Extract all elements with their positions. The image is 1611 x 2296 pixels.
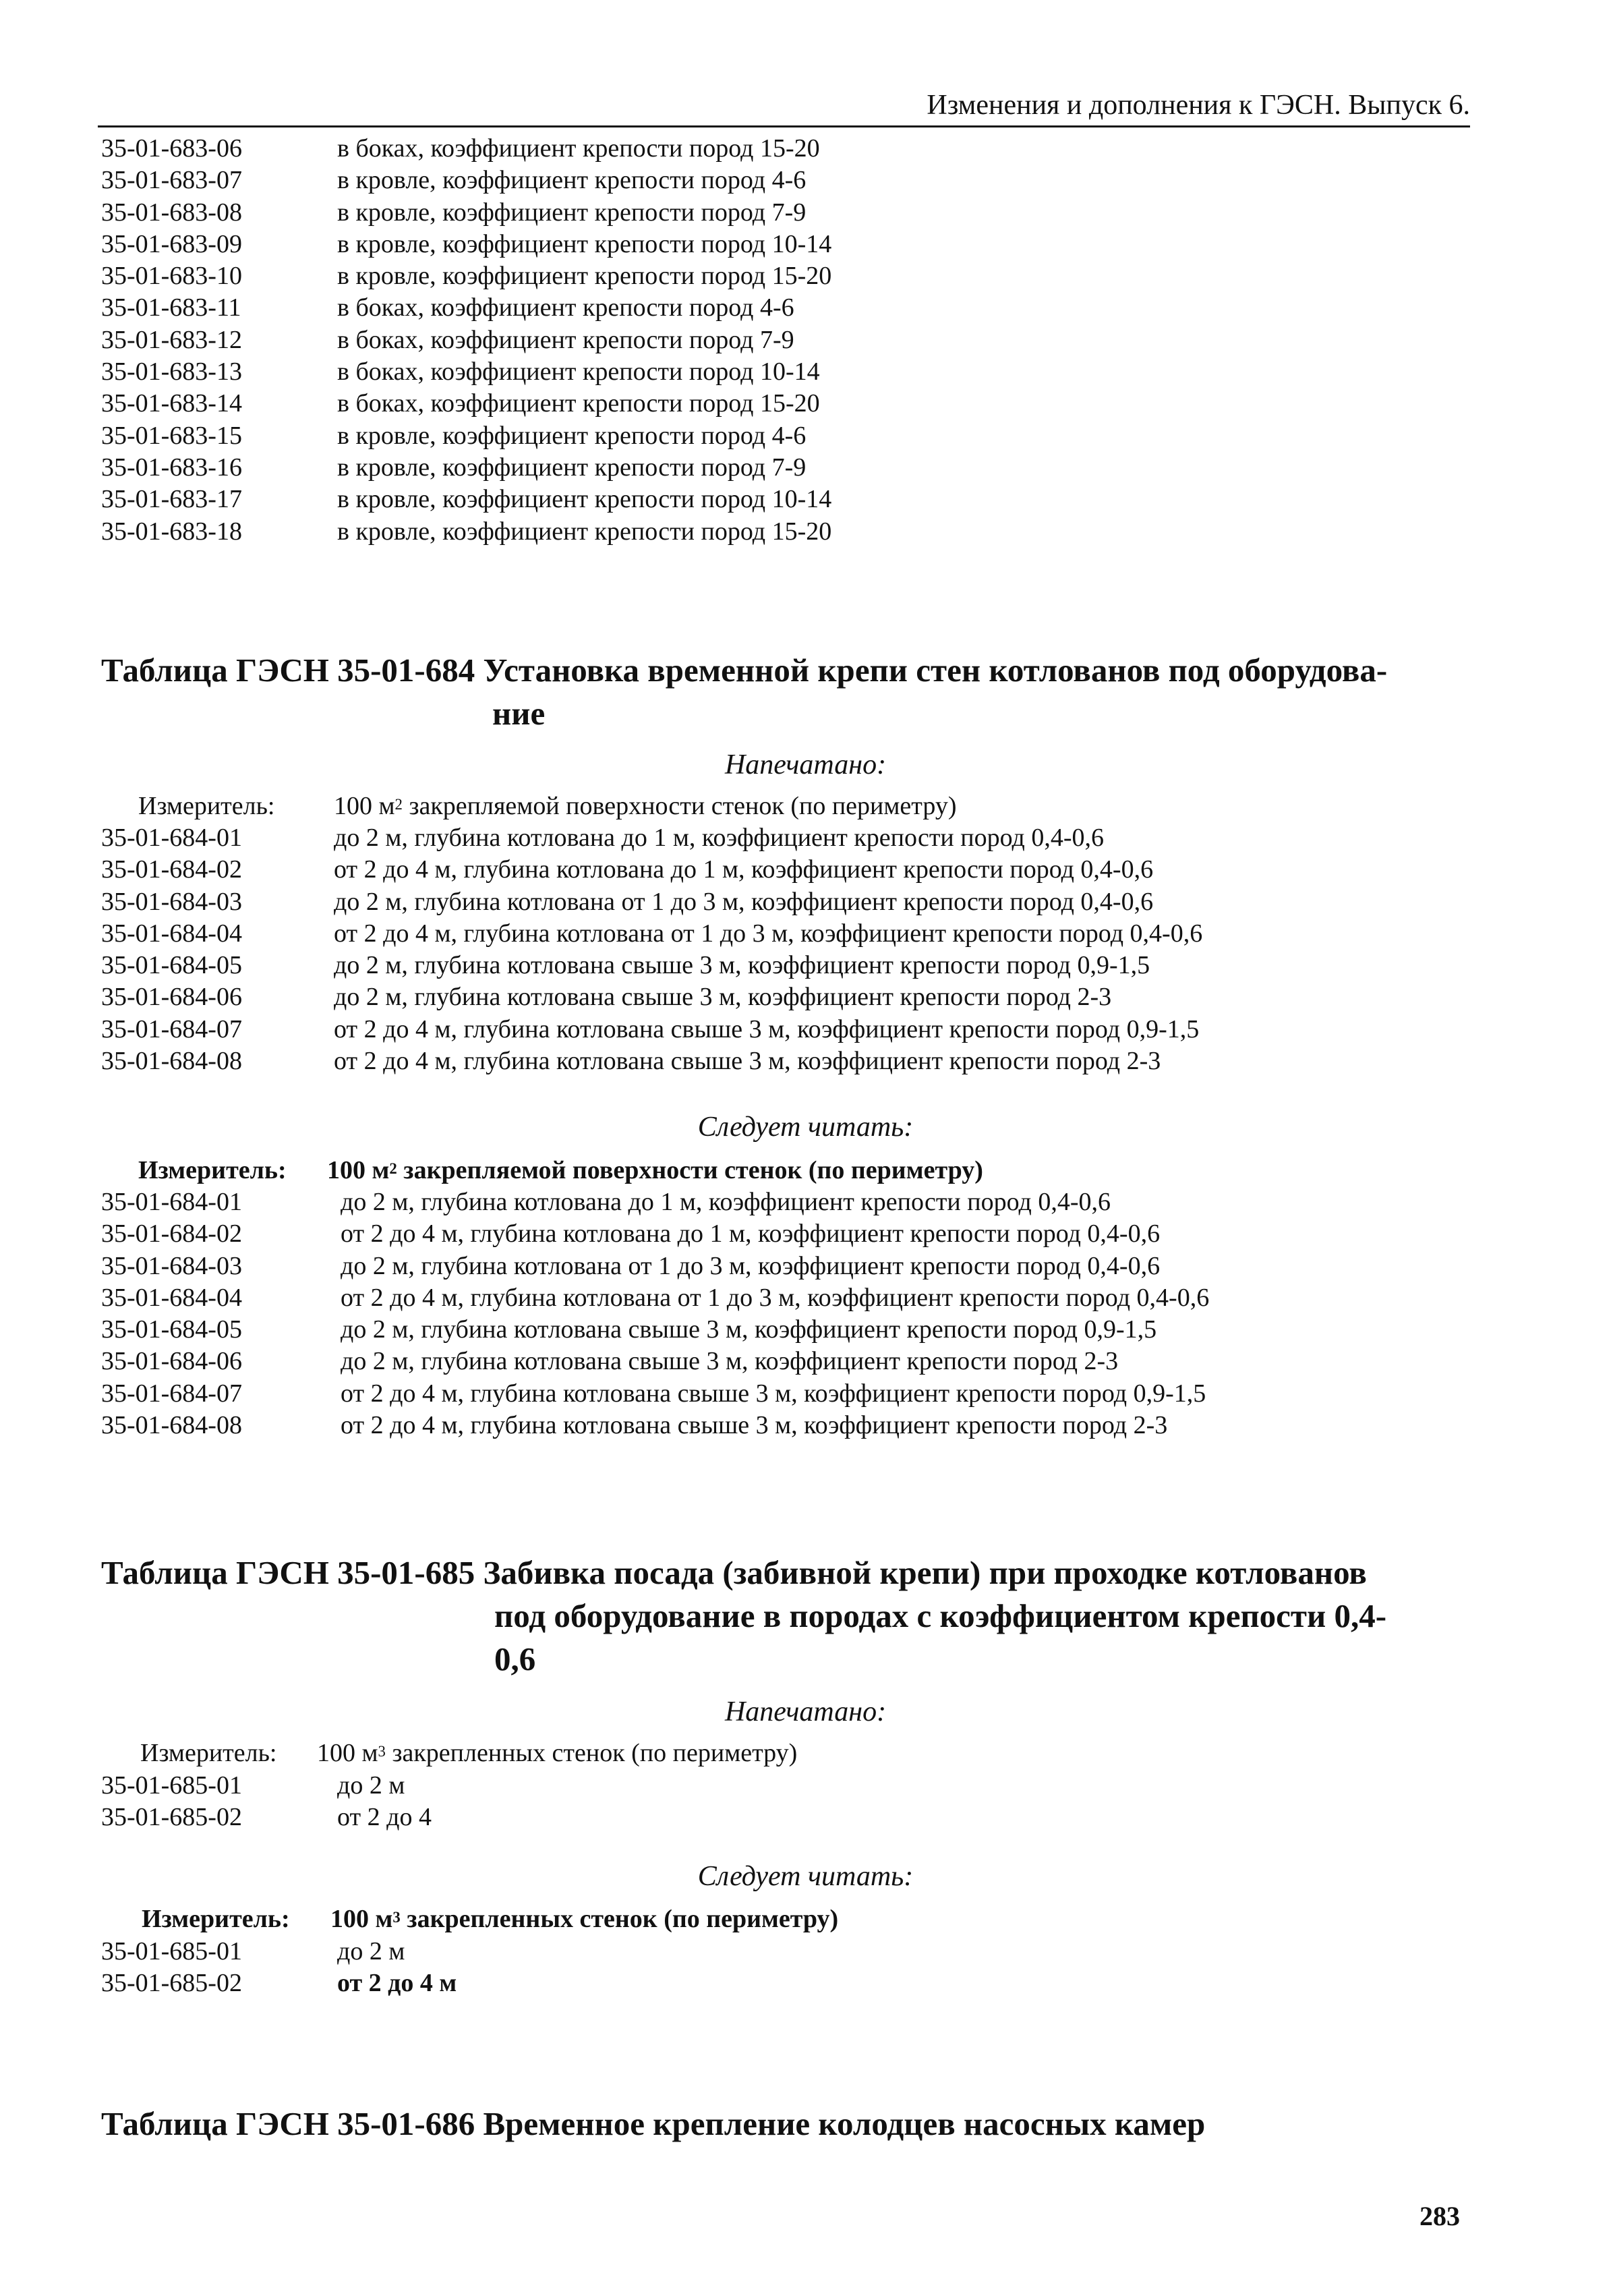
item-description: от 2 до 4 м, глубина котлована от 1 до 3 м, коэффициент крепости пород 0,4-0,6 — [334, 919, 1203, 948]
table-684-title-line2: ние — [492, 695, 546, 732]
printed-label-684: Напечатано: — [724, 749, 887, 780]
item-description: от 2 до 4 м, глубина котлована свыше 3 м, коэффициент крепости пород 2-3 — [334, 1047, 1161, 1076]
list-item — [101, 452, 831, 484]
item-description: до 2 м, глубина котлована свыше 3 м, коэффициент крепости пород 0,9-1,5 — [334, 951, 1150, 980]
list-item — [101, 516, 831, 548]
item-description: в кровле, коэффициент крепости пород 4-6 — [337, 166, 807, 195]
measure-row-685-printed — [140, 1738, 797, 1769]
item-description: до 2 м, глубина котлована от 1 до 3 м, коэффициент крепости пород 0,4-0,6 — [341, 1251, 1161, 1280]
item-code: 35-01-683-13 — [101, 357, 242, 386]
list-item — [101, 229, 831, 260]
rows-685-read — [101, 1936, 457, 2000]
item-description: до 2 м, глубина котлована свыше 3 м, коэффициент крепости пород 0,9-1,5 — [341, 1315, 1157, 1344]
item-description: в боках, коэффициент крепости пород 15-20 — [337, 389, 820, 418]
item-code: 35-01-684-06 — [101, 983, 242, 1012]
list-item — [101, 1282, 1209, 1314]
item-code: 35-01-683-18 — [101, 517, 242, 546]
list-item — [101, 822, 1202, 854]
item-code: 35-01-684-05 — [101, 1315, 242, 1344]
page-number: 283 — [1419, 2201, 1460, 2231]
item-code: 35-01-684-01 — [101, 824, 242, 852]
read-label-684: Следует читать: — [697, 1112, 914, 1143]
item-description: до 2 м, глубина котлована до 1 м, коэффициент крепости пород 0,4-0,6 — [341, 1188, 1111, 1216]
item-code: 35-01-685-02 — [101, 1803, 242, 1832]
code-list-683 — [101, 133, 831, 548]
item-description: в боках, коэффициент крепости пород 10-14 — [337, 357, 820, 386]
item-code: 35-01-684-01 — [101, 1188, 242, 1216]
item-code: 35-01-683-09 — [101, 229, 242, 258]
item-code: 35-01-683-14 — [101, 389, 242, 418]
list-item — [101, 197, 831, 229]
list-item — [101, 1936, 457, 1968]
list-item — [101, 1346, 1209, 1377]
item-code: 35-01-683-12 — [101, 325, 242, 354]
list-item — [101, 165, 831, 196]
running-header — [98, 86, 1470, 127]
item-code: 35-01-684-08 — [101, 1411, 242, 1440]
item-code: 35-01-683-17 — [101, 485, 242, 514]
measure-unit: 100 $м^3$ закрепленных стенок (по периметру) — [330, 1905, 839, 1933]
item-code: 35-01-685-01 — [101, 1937, 242, 1965]
list-item — [101, 981, 1202, 1013]
item-description: в кровле, коэффициент крепости пород 7-9 — [337, 198, 807, 227]
item-code: 35-01-683-10 — [101, 262, 242, 291]
list-item — [101, 388, 831, 420]
measure-label: Измеритель: — [138, 1156, 287, 1184]
read-label-685: Следует читать: — [697, 1861, 914, 1892]
list-item — [101, 950, 1202, 981]
table-686-title-text: Таблица ГЭСН 35-01-686 Временное крепление колодцев насосных камер — [101, 2105, 1206, 2142]
item-code: 35-01-683-06 — [101, 134, 242, 163]
item-description: от 2 до 4 м, глубина котлована до 1 м, коэффициент крепости пород 0,4-0,6 — [341, 1219, 1161, 1249]
item-description: в кровле, коэффициент крепости пород 10-14 — [337, 485, 832, 514]
item-description: до 2 м — [337, 1771, 405, 1800]
item-description: в боках, коэффициент крепости пород 4-6 — [337, 293, 794, 322]
table-685-title — [101, 1551, 1386, 1681]
item-code: 35-01-683-08 — [101, 198, 242, 227]
measure-unit: 100 $м^3$ закрепленных стенок (по периметру) — [317, 1739, 798, 1767]
list-item — [101, 1770, 432, 1802]
item-code: 35-01-684-04 — [101, 919, 242, 948]
measure-unit: 100 $м^2$ закрепляемой поверхности стенок (по периметру) — [334, 792, 957, 820]
item-code: 35-01-684-07 — [101, 1014, 242, 1043]
item-description: в кровле, коэффициент крепости пород 4-6 — [337, 421, 807, 450]
item-description: до 2 м, глубина котлована до 1 м, коэффициент крепости пород 0,4-0,6 — [334, 824, 1104, 852]
item-description: от 2 до 4 — [337, 1803, 432, 1832]
list-item — [101, 1410, 1209, 1441]
table-685-title-line2: под оборудование в породах с коэффициентом крепости 0,4- — [494, 1597, 1387, 1634]
item-code: 35-01-683-11 — [101, 293, 241, 322]
rows-684-printed — [101, 822, 1202, 1077]
item-description: в кровле, коэффициент крепости пород 15-20 — [337, 517, 832, 546]
item-code: 35-01-685-01 — [101, 1771, 242, 1800]
printed-label-685: Напечатано: — [724, 1696, 887, 1727]
item-description: от 2 до 4 м, глубина котлована свыше 3 м, коэффициент крепости пород 0,9-1,5 — [341, 1379, 1206, 1408]
list-item — [101, 133, 831, 165]
list-item — [101, 854, 1202, 886]
list-item — [101, 324, 831, 356]
table-685-title-line3: 0,6 — [494, 1640, 536, 1677]
item-description: от 2 до 4 м, глубина котлована до 1 м, коэффициент крепости пород 0,4-0,6 — [334, 855, 1154, 884]
list-item — [101, 260, 831, 292]
list-item — [101, 1802, 432, 1833]
item-description: в кровле, коэффициент крепости пород 15-20 — [337, 262, 832, 291]
measure-label: Измеритель: — [140, 1739, 277, 1767]
list-item — [101, 886, 1202, 918]
item-description: до 2 м, глубина котлована свыше 3 м, коэффициент крепости пород 2-3 — [334, 983, 1112, 1012]
item-code: 35-01-684-03 — [101, 887, 242, 916]
item-description: до 2 м, глубина котлована свыше 3 м, коэффициент крепости пород 2-3 — [341, 1347, 1119, 1376]
rows-684-read — [101, 1186, 1209, 1441]
list-item — [101, 1014, 1202, 1045]
item-code: 35-01-684-04 — [101, 1283, 242, 1312]
list-item — [101, 356, 831, 388]
table-684-title — [101, 649, 1387, 735]
item-description: от 2 до 4 м, глубина котлована от 1 до 3 м, коэффициент крепости пород 0,4-0,6 — [341, 1283, 1210, 1312]
item-description: до 2 м, глубина котлована от 1 до 3 м, коэффициент крепости пород 0,4-0,6 — [334, 887, 1154, 916]
item-code: 35-01-683-07 — [101, 166, 242, 195]
item-code: 35-01-684-02 — [101, 855, 242, 884]
list-item — [101, 1968, 457, 1999]
list-item — [101, 484, 831, 515]
list-item — [101, 1186, 1209, 1218]
item-code: 35-01-684-03 — [101, 1251, 242, 1280]
item-code: 35-01-683-15 — [101, 421, 242, 450]
item-description: от 2 до 4 м, глубина котлована свыше 3 м, коэффициент крепости пород 2-3 — [341, 1411, 1168, 1440]
measure-label: Измеритель: — [138, 792, 275, 820]
measure-row-685-read — [142, 1903, 838, 1935]
item-description: в кровле, коэффициент крепости пород 7-9 — [337, 453, 807, 482]
measure-label: Измеритель: — [142, 1905, 290, 1933]
item-description: до 2 м — [337, 1937, 405, 1965]
item-description: от 2 до 4 м — [337, 1969, 457, 1998]
item-description: от 2 до 4 м, глубина котлована свыше 3 м, коэффициент крепости пород 0,9-1,5 — [334, 1014, 1200, 1043]
item-code: 35-01-685-02 — [101, 1969, 242, 1998]
item-code: 35-01-684-02 — [101, 1219, 242, 1249]
measure-row-684-read — [138, 1155, 983, 1186]
item-code: 35-01-684-08 — [101, 1047, 242, 1076]
item-description: в боках, коэффициент крепости пород 15-20 — [337, 134, 820, 163]
list-item — [101, 1378, 1209, 1410]
list-item — [101, 292, 831, 324]
item-code: 35-01-683-16 — [101, 453, 242, 482]
measure-row-684-printed — [138, 791, 957, 822]
list-item — [101, 420, 831, 452]
list-item — [101, 1251, 1209, 1282]
list-item — [101, 918, 1202, 950]
table-684-title-line1: Таблица ГЭСН 35-01-684 Установка временной крепи стен котлованов под оборудова- — [101, 652, 1388, 689]
item-code: 35-01-684-05 — [101, 951, 242, 980]
item-description: в боках, коэффициент крепости пород 7-9 — [337, 325, 794, 354]
item-code: 35-01-684-07 — [101, 1379, 242, 1408]
list-item — [101, 1314, 1209, 1346]
rows-685-printed — [101, 1770, 432, 1834]
table-685-title-line1: Таблица ГЭСН 35-01-685 Забивка посада (забивной крепи) при проходке котлованов — [101, 1554, 1367, 1591]
measure-unit: 100 $м^2$ закрепляемой поверхности стенок (по периметру) — [327, 1156, 983, 1184]
item-description: в кровле, коэффициент крепости пород 10-14 — [337, 229, 832, 258]
item-code: 35-01-684-06 — [101, 1347, 242, 1376]
table-686-title — [101, 2102, 1205, 2146]
header-title: Изменения и дополнения к ГЭСН. Выпуск 6. — [927, 90, 1470, 121]
list-item — [101, 1045, 1202, 1077]
list-item — [101, 1218, 1209, 1250]
